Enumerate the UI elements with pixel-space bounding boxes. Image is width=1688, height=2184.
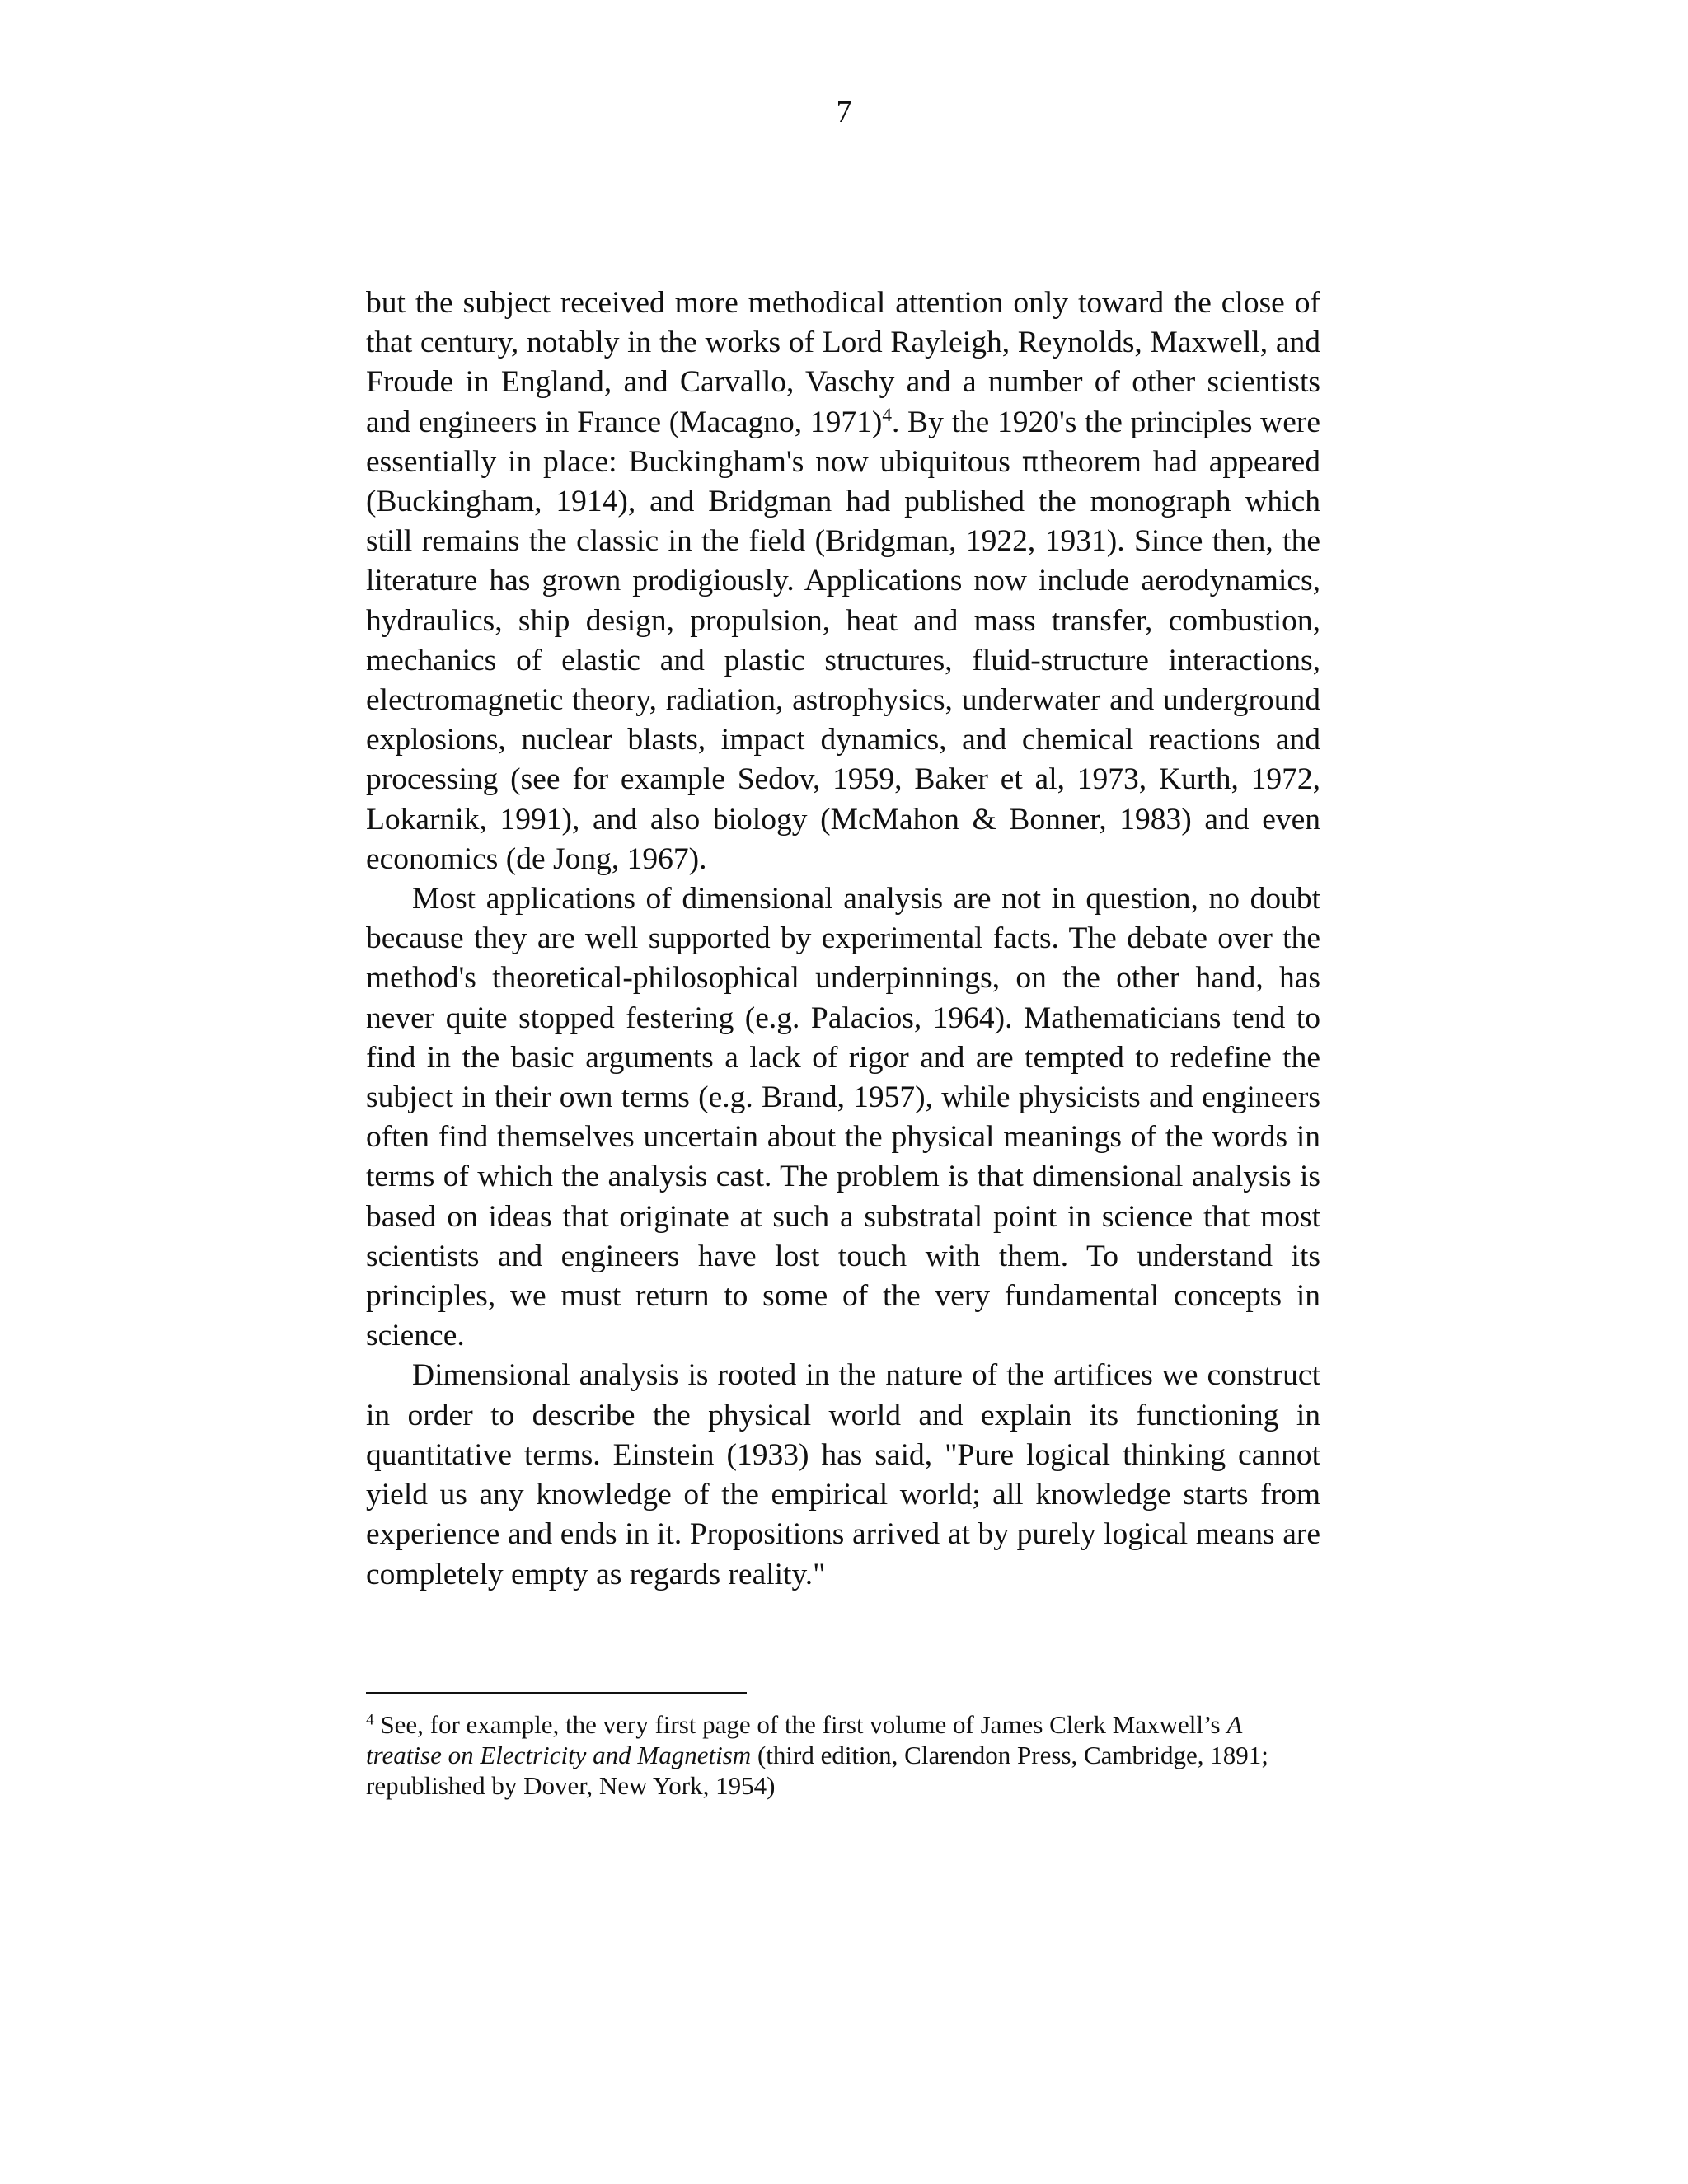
footnote-separator [366,1692,747,1694]
footnote-book-title: A treatise on Electricity and Magnetism [366,1710,1242,1769]
footnote-text-after: (third edition, Clarendon Press, Cambridge, 1891; republished by Dover, New York, 1954) [366,1741,1268,1800]
pi-symbol: π [1021,445,1039,479]
footnote-marker: 4 [366,1711,374,1729]
paragraph-1 [366,284,1320,879]
paragraph-2: Most applications of dimensional analysis are not in question, no doubt because they are well supported by experimental facts. The debate over the method's theoretical-philosophical underpinnings, on the other hand, has never quite stopped festering (e.g. Palacios, 1964). Mathematicians tend to find in the basic arguments a lack of rigor and are tempted to redefine the subject in their own terms (e.g. Brand, 1957), while physicists and engineers often find themselves uncertain about the physical meanings of the words in terms of which the analysis cast. The problem is that dimensional analysis is based on ideas that originate at such a substratal point in science that most scientists and engineers have lost touch with them. To understand its principles, we must return to some of the very fundamental concepts in science. [366,882,1320,1353]
page-number: 7 [836,95,852,129]
paragraph-1-part-1: but the subject received more methodical attention only toward the close of that century, notably in the works of Lord Rayleigh, Reynolds, Maxwell, and Froude in England, and Carvallo, Vaschy and a number of other scientists and engineers in France (Macagno, 1971) [366,286,1320,439]
footnote-reference: 4 [882,404,892,426]
paragraph-1-part-3: theorem had appeared (Buckingham, 1914), and Bridgman had published the monograph which still remains the classic in the field (Bridgman, 1922, 1931). Since then, the literature has grown prodigiously. Applications now include aerodynamics, hydraulics, ship design, propulsion, heat and mass transfer, combustion, mechanics of elastic and plastic structures, fluid-structure interactions, electromagnetic theory, radiation, astrophysics, underwater and underground explosions, nuclear blasts, impact dynamics, and chemical reactions and processing (see for example Sedov, 1959, Baker et al, 1973, Kurth, 1972, Lokarnik, 1991), and also biology (McMahon & Bonner, 1983) and even economics (de Jong, 1967). [366,444,1321,876]
paragraph-3: Dimensional analysis is rooted in the nature of the artifices we construct in order to describe the physical world and explain its functioning in quantitative terms. Einstein (1933) has said, "Pure logical thinking cannot yield us any knowledge of the empirical world; all knowledge starts from experience and ends in it. Propositions arrived at by purely logical means are completely empty as regards reality." [366,1358,1320,1591]
footnote-text-before: See, for example, the very first page of the first volume of James Clerk Maxwell’s [373,1710,1227,1739]
body-text [366,284,1320,1595]
footnote-4 [366,1709,1320,1801]
paragraph-1-part-2: . By the 1920's the principles were essentially in place: Buckingham's now ubiquitous [366,405,1320,479]
footnotes [366,1709,1320,1801]
